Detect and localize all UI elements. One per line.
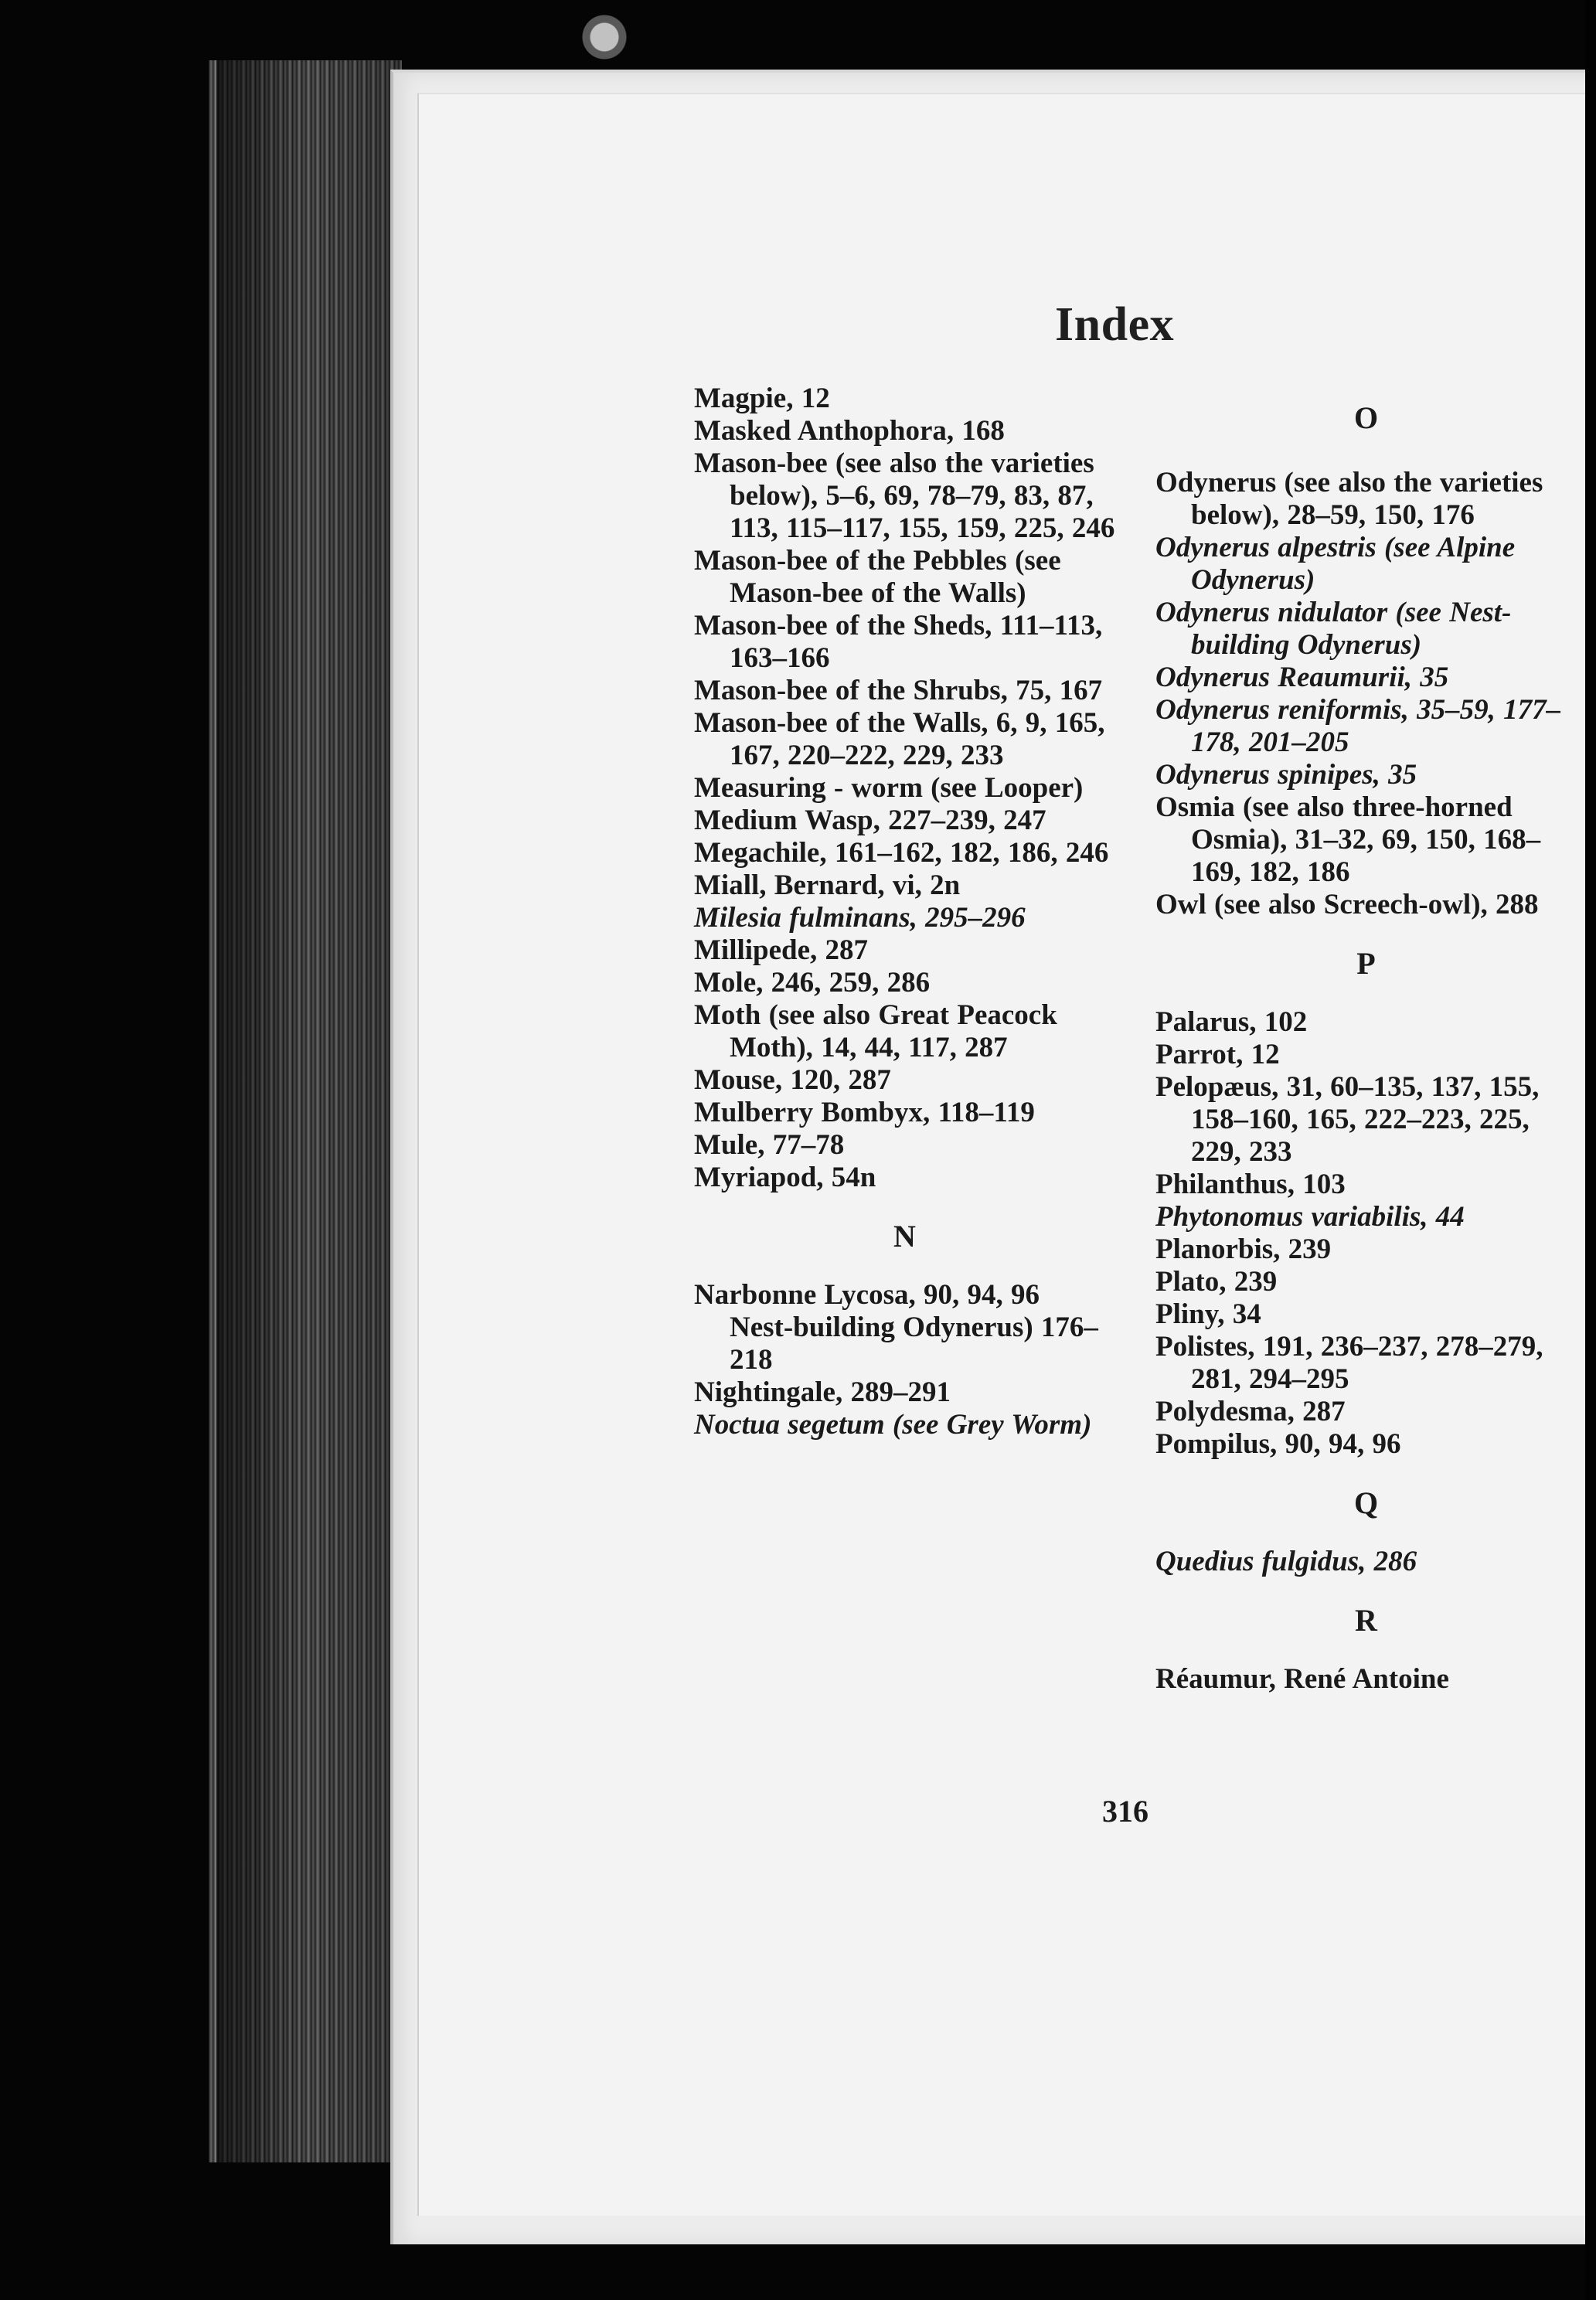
index-entry: Nightingale, 289–291 [694, 1376, 951, 1408]
section-heading-n: N [893, 1219, 916, 1254]
index-entry: Phytonomus variabilis, 44 [1155, 1201, 1465, 1233]
page-number: 316 [1102, 1794, 1149, 1829]
index-entry: Miall, Bernard, vi, 2n [694, 869, 961, 901]
index-entry: Mule, 77–78 [694, 1129, 845, 1161]
index-entry: Polistes, 191, 236–237, 278–279, 281, 294–295 [1155, 1331, 1543, 1395]
index-entry: Polydesma, 287 [1155, 1396, 1346, 1427]
index-entry: Measuring - worm (see Looper) [694, 772, 1084, 804]
index-entry: Plato, 239 [1155, 1266, 1278, 1298]
index-entry: Pelopæus, 31, 60–135, 137, 155, 158–160, 165, 222–223, 225, 229, 233 [1155, 1071, 1540, 1168]
index-entry: Owl (see also Screech-owl), 288 [1155, 889, 1539, 920]
index-entry: Mason-bee of the Sheds, 111–113, 163–166 [694, 610, 1103, 674]
index-entry: Odynerus Reaumurii, 35 [1155, 662, 1449, 693]
left-index-column [694, 383, 1115, 1441]
index-entry: Masked Anthophora, 168 [694, 415, 1005, 447]
index-entry: Mulberry Bombyx, 118–119 [694, 1097, 1035, 1128]
index-entry: Medium Wasp, 227–239, 247 [694, 805, 1046, 836]
index-entry: Mouse, 120, 287 [694, 1064, 891, 1096]
index-entry: Parrot, 12 [1155, 1039, 1280, 1070]
page-title: Index [1055, 298, 1175, 351]
index-entry: Odynerus nidulator (see Nest-building Odynerus) [1155, 597, 1512, 661]
right-edge-shadow [1585, 0, 1596, 2300]
section-heading-p: P [1356, 946, 1376, 981]
index-entry: Réaumur, René Antoine [1155, 1663, 1449, 1695]
index-entry: Myriapod, 54n [694, 1162, 876, 1193]
index-entry: Mason-bee (see also the varieties below), 5–6, 69, 78–79, 83, 87, 113, 115–117, 155, 159, 225, 246 [694, 447, 1115, 544]
index-entry: Millipede, 287 [694, 934, 869, 966]
section-heading-r: R [1355, 1603, 1377, 1638]
index-entry: Mason-bee of the Pebbles (see Mason-bee of the Walls) [694, 545, 1061, 609]
index-entry: Nest-building Odynerus) 176–218 [730, 1312, 1098, 1376]
index-entry: Megachile, 161–162, 182, 186, 246 [694, 837, 1109, 869]
index-entry: Mason-bee of the Shrubs, 75, 167 [694, 675, 1103, 706]
index-entry: Pompilus, 90, 94, 96 [1155, 1428, 1401, 1460]
index-entry: Palarus, 102 [1155, 1006, 1308, 1038]
index-entry: Narbonne Lycosa, 90, 94, 96 [694, 1279, 1040, 1311]
index-entry: Osmia (see also three-horned Osmia), 31–32, 69, 150, 168–169, 182, 186 [1155, 791, 1541, 888]
index-entry: Pliny, 34 [1155, 1298, 1261, 1330]
index-entry: Planorbis, 239 [1155, 1233, 1332, 1265]
section-heading-o: O [1353, 400, 1379, 435]
index-entry: Odynerus (see also the varieties below), 28–59, 150, 176 [1155, 467, 1543, 531]
index-entry: Odynerus spinipes, 35 [1155, 759, 1417, 791]
index-entry: Mason-bee of the Walls, 6, 9, 165, 167, 220–222, 229, 233 [694, 707, 1105, 771]
index-entry: Milesia fulminans, 295–296 [694, 902, 1026, 934]
page-edge-shadow [216, 60, 402, 2162]
index-entry: Philanthus, 103 [1155, 1169, 1346, 1200]
top-noise-mark [572, 9, 665, 79]
index-entry: Quedius fulgidus, 286 [1155, 1546, 1417, 1577]
index-entry: Moth (see also Great Peacock Moth), 14, 44, 117, 287 [694, 999, 1057, 1063]
index-entry: Noctua segetum (see Grey Worm) [694, 1409, 1092, 1441]
index-entry: Odynerus alpestris (see Alpine Odynerus) [1155, 532, 1516, 596]
index-entry: Mole, 246, 259, 286 [694, 967, 931, 999]
index-entry: Odynerus reniformis, 35–59, 177–178, 201–205 [1155, 694, 1561, 758]
right-index-column [1155, 402, 1577, 1696]
index-entry: Magpie, 12 [694, 383, 830, 414]
section-heading-q: Q [1353, 1485, 1379, 1520]
